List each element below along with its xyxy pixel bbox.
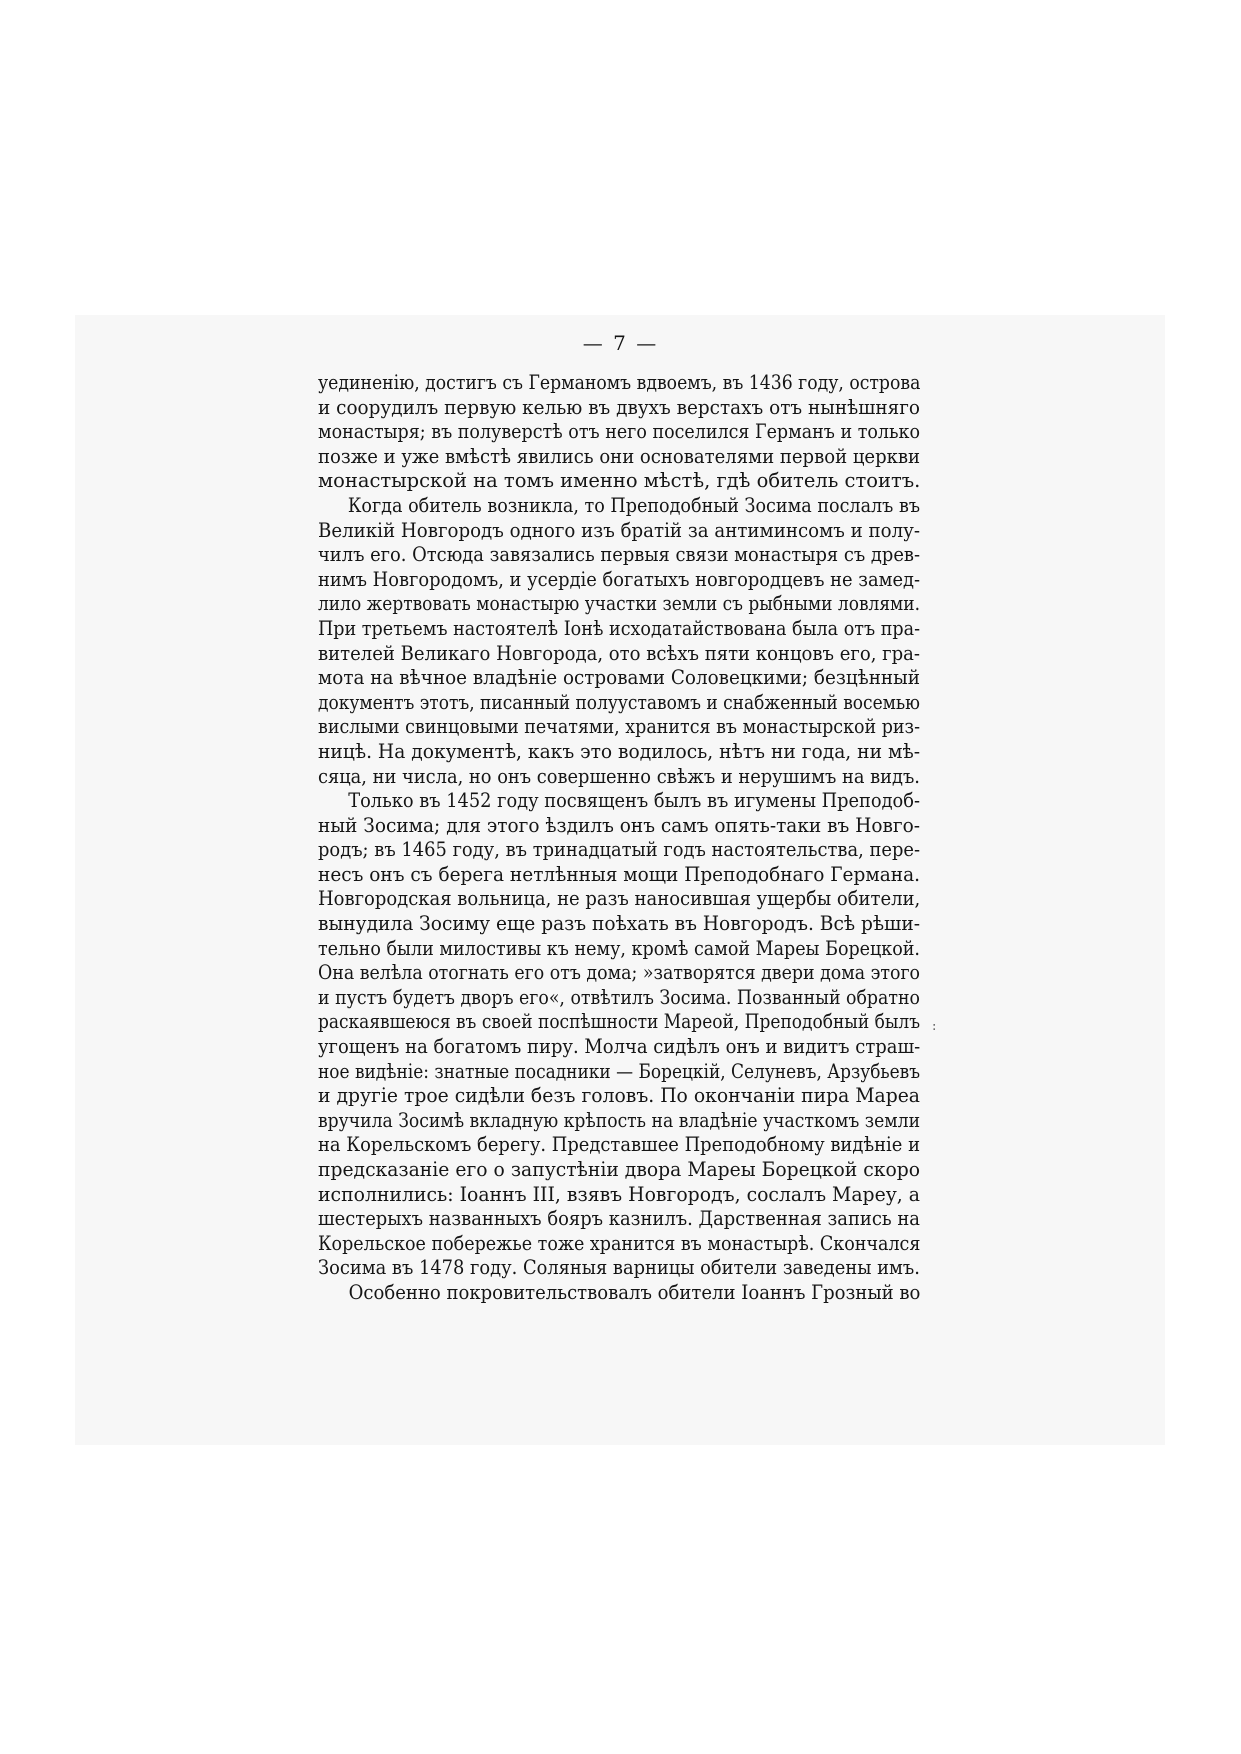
text-line: монастыря; въ полуверстѣ отъ него поселился Германъ и только (318, 419, 920, 444)
margin-mark: : (932, 1019, 937, 1034)
text-line: мота на вѣчное владѣніе островами Соловецкими; безцѣнный (318, 665, 921, 690)
text-line: и другіе трое сидѣли безъ головъ. По окончаніи пира Мареа (318, 1083, 921, 1108)
text-line: Новгородская вольница, не разъ наносившая ущербы обители, (318, 886, 921, 911)
text-line: сяца, ни числа, но онъ совершенно свѣжъ и нерушимъ на видъ. (318, 763, 920, 788)
text-line: ное видѣніе: знатные посадники — Борецкій, Селуневъ, Арзубьевъ (318, 1058, 921, 1083)
text-line: ницѣ. На документѣ, какъ это водилось, нѣтъ ни года, ни мѣ- (318, 738, 921, 763)
text-line: предсказаніе его о запустѣніи двора Мареы Борецкой скоро (318, 1157, 920, 1181)
page-number: — 7 — (582, 331, 659, 355)
text-line: вручила Зосимѣ вкладную крѣпость на владѣніе участкомъ земли (318, 1107, 921, 1132)
text-line: вителей Великаго Новгорода, ото всѣхъ пяти концовъ его, гра- (318, 640, 921, 665)
text-line: лило жертвовать монастырю участки земли съ рыбными ловлями. (318, 591, 921, 616)
text-line: исполнились: Іоаннъ III, взявъ Новгородъ, сослалъ Мареу, а (318, 1181, 920, 1206)
text-line: Корельское побережье тоже хранится въ монастырѣ. Скончался (318, 1230, 921, 1255)
text-line: Зосима въ 1478 году. Соляныя варницы обители заведены имъ. (318, 1255, 920, 1280)
text-line: родъ; въ 1465 году, въ тринадцатый годъ настоятельства, пере- (318, 837, 921, 862)
body-text (318, 370, 920, 1305)
text-line: позже и уже вмѣстѣ явились они основателями первой церкви (318, 443, 921, 468)
paragraph-start-line: Особенно покровительствовалъ обители Іоаннъ Грозный во (348, 1279, 921, 1304)
text-line: раскаявшеюся въ своей поспѣшности Мареой, Преподобный былъ (318, 1009, 921, 1034)
text-line: нимъ Новгородомъ, и усердіе богатыхъ новгородцевъ не замед- (318, 566, 921, 591)
text-line: вынудила Зосиму еще разъ поѣхать въ Новгородъ. Всѣ рѣши- (318, 911, 920, 936)
text-line: вислыми свинцовыми печатями, хранится въ монастырской риз- (318, 714, 920, 739)
text-line: При третьемъ настоятелѣ Іонѣ исходатайствована была отъ пра- (318, 615, 921, 640)
text-line: Великій Новгородъ одного изъ братій за антиминсомъ и полу- (318, 517, 921, 542)
text-line: ный Зосима; для этого ѣздилъ онъ самъ опять-таки въ Новго- (318, 812, 920, 837)
text-line: на Корельскомъ берегу. Представшее Преподобному видѣніе и (318, 1132, 920, 1157)
text-line: шестерыхъ названныхъ бояръ казнилъ. Дарственная запись на (318, 1206, 920, 1231)
text-line: тельно были милостивы къ нему, кромѣ самой Мареы Борецкой. (318, 935, 920, 960)
paragraph-start-line: Только въ 1452 году посвященъ былъ въ игумены Преподоб- (348, 788, 920, 813)
text-line: уединенію, достигъ съ Германомъ вдвоемъ, въ 1436 году, острова (318, 370, 921, 394)
paragraph-start-line: Когда обитель возникла, то Преподобный Зосима послалъ въ (347, 492, 921, 517)
text-line: чилъ его. Отсюда завязались первыя связи монастыря съ древ- (318, 542, 921, 567)
text-line: и пустъ будетъ дворъ его«, отвѣтилъ Зосима. Позванный обратно (318, 984, 920, 1009)
text-line: и соорудилъ первую келью въ двухъ верстахъ отъ нынѣшняго (318, 394, 921, 419)
text-line: монастырской на томъ именно мѣстѣ, гдѣ обитель стоитъ. (318, 468, 921, 493)
text-line: угощенъ на богатомъ пиру. Молча сидѣлъ онъ и видитъ страш- (318, 1034, 921, 1059)
text-line: Она велѣла отогнать его отъ дома; »затворятся двери дома этого (318, 960, 921, 985)
text-line: несъ онъ съ берега нетлѣнныя мощи Преподобнаго Германа. (318, 861, 920, 886)
text-line: документъ этотъ, писанный полууставомъ и снабженный восемью (318, 689, 921, 714)
